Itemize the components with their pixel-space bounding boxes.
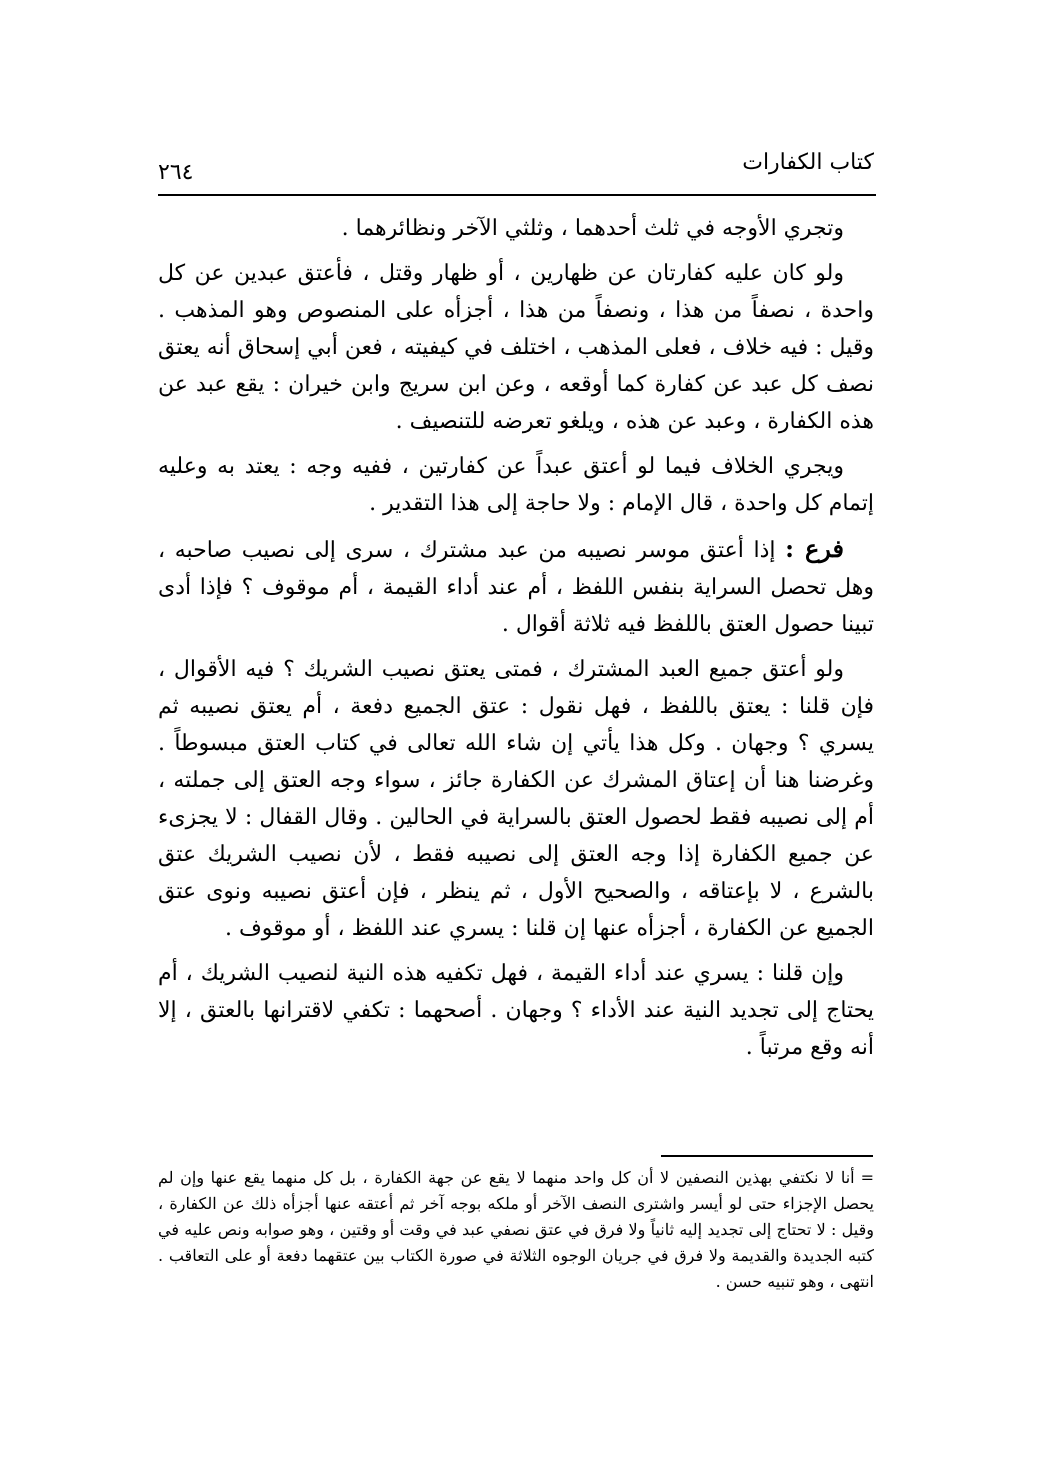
paragraph-1 [158, 210, 874, 247]
footnote-text: أنا لا نكتفي بهذين النصفين لا أن كل واحد منهما لا يقع عن جهة الكفارة ، بل كل منهما يقع عنها وإن لم يحصل الإجزاء حتى لو أيسر واشترى النصف الآخر أو ملكه بوجه آخر ثم أعتقه عنها أجزأه ذلك عن الكفارة ، وقيل : لا تحتاج إلى تجديد إليه ثانياً ولا فرق في عتق نصفي عبد في وقت أو وقتين ، وهو صوابه ونص عليه في كتبه الجديدة والقديمة ولا فرق في جريان الوجوه الثلاثة في صورة الكتاب بين عتقهما دفعة أو على التعاقب . انتهى ، وهو تنبيه حسن . [158, 1168, 875, 1291]
paragraph-text: وتجري الأوجه في ثلث أحدهما ، وثلثي الآخر ونظائرهما . [341, 216, 844, 241]
paragraph-text: إذا أعتق موسر نصيبه من عبد مشترك ، سرى إلى نصيب صاحبه ، وهل تحصل السراية بنفس اللفظ ، أم عند أداء القيمة ، أم موقوف ؟ فإذا أدى تبينا حصول العتق باللفظ فيه ثلاثة أقوال . [158, 538, 874, 637]
paragraph-6 [158, 955, 874, 1066]
paragraph-2 [158, 255, 874, 440]
paragraph-text: وإن قلنا : يسري عند أداء القيمة ، فهل تكفيه هذه النية لنصيب الشريك ، أم يحتاج إلى تجديد النية عند الأداء ؟ وجهان . أصحهما : تكفي لاقترانها بالعتق ، إلا أنه وقع مرتباً . [158, 961, 874, 1060]
paragraph-3 [158, 448, 874, 522]
footnote-marker: = [860, 1168, 874, 1187]
footnote-rule [661, 1155, 873, 1157]
paragraph-4 [158, 530, 874, 643]
paragraph-text: ويجري الخلاف فيما لو أعتق عبداً عن كفارتين ، ففيه وجه : يعتد به وعليه إتمام كل واحدة ، قال الإمام : ولا حاجة إلى هذا التقدير . [158, 454, 874, 516]
page-number: ٢٦٤ [158, 160, 194, 185]
paragraph-text: ولو أعتق جميع العبد المشترك ، فمتى يعتق نصيب الشريك ؟ فيه الأقوال ، فإن قلنا : يعتق باللفظ ، فهل نقول : عتق الجميع دفعة ، أم يعتق نصيبه ثم يسري ؟ وجهان . وكل هذا يأتي إن شاء الله تعالى في كتاب العتق مبسوطاً . وغرضنا هنا أن إعتاق المشرك عن الكفارة جائز ، سواء وجه العتق إلى جملته ، أم إلى نصيبه فقط لحصول العتق بالسراية في الحالين . وقال القفال : لا يجزىء عن جميع الكفارة إذا وجه العتق إلى نصيبه فقط ، لأن نصيب الشريك عتق بالشرع ، لا بإعتاقه ، والصحيح الأول ، ثم ينظر ، فإن أعتق نصيبه ونوى عتق الجميع عن الكفارة ، أجزأه عنها إن قلنا : يسري عند اللفظ ، أو موقوف . [158, 657, 874, 941]
running-header [158, 150, 874, 190]
section-lead: فرع : [785, 534, 844, 563]
paragraph-text: ولو كان عليه كفارتان عن ظهارين ، أو ظهار وقتل ، فأعتق عبدين عن كل واحدة ، نصفاً من هذا ، ونصفاً من هذا ، أجزأه على المنصوص وهو المذهب . وقيل : فيه خلاف ، فعلى المذهب ، اختلف في كيفيته ، فعن أبي إسحاق أنه يعتق نصف كل عبد عن كفارة كما أوقعه ، وعن ابن سريج وابن خيران : يقع عبد عن هذه الكفارة ، وعبد عن هذه ، ويلغو تعرضه للتنصيف . [158, 261, 874, 434]
footnote [158, 1165, 874, 1295]
header-rule [158, 194, 876, 196]
book-title: كتاب الكفارات [742, 150, 874, 175]
paragraph-5 [158, 651, 874, 947]
main-text [158, 210, 874, 1074]
